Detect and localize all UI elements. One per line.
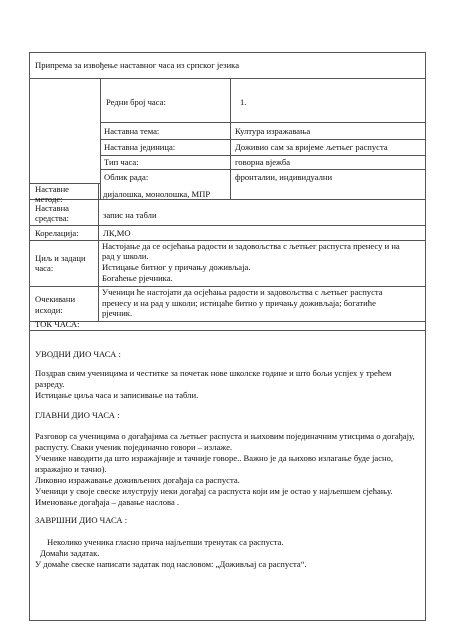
topic-label: Наставна тема: [104, 126, 160, 136]
paragraph: Неколико ученика гласно прича најљепши тренутак са распуста. [47, 537, 284, 547]
paragraph: Ликовно изражавање доживљених догађаја са распуста. [35, 475, 240, 485]
methods-label-line2: методе: [35, 194, 63, 204]
means-label-line1: Наставна [35, 203, 69, 213]
correlation-label: Корелација: [35, 228, 79, 238]
lesson-plan-page [29, 52, 426, 621]
document-title: Припрема за извођење наставног часа из српског језика [35, 60, 240, 70]
divider [100, 122, 425, 123]
outcomes-line: рјечник. [102, 308, 133, 318]
form-value: фронталии, индивидуални [235, 172, 333, 182]
final-heading: ЗАВРШНИ ДИО ЧАСА : [35, 515, 128, 525]
lesson-number-value: 1. [240, 97, 247, 107]
paragraph: Поздрав свим ученицима и честитке за почетак нове школске године и што бољи успјех у трећем разреду. [35, 368, 392, 389]
flow-label: ТОК ЧАСА: [35, 319, 80, 329]
paragraph: Истицање циља часа и записивање на табли. [35, 390, 199, 400]
goals-label-line2: часа: [35, 263, 54, 273]
divider [100, 155, 425, 156]
type-label: Тип часа: [104, 157, 139, 167]
intro-heading: УВОДНИ ДИО ЧАСА : [35, 349, 121, 359]
goals-line: Настојање да се осјећања радости и задовољства с љетњег распуста пренесу и на [102, 241, 400, 251]
goals-line: Истицање битног у причању доживљаја. [102, 262, 251, 272]
form-label: Облик рада: [104, 172, 149, 182]
correlation-value: ЛК,МО [103, 228, 131, 238]
paragraph: Ученике наводити да што изражајније и тачније говоре.. Важно је да њихово излагање буде јасно, изражајно и тачно). [35, 453, 394, 474]
divider [30, 330, 425, 331]
outcomes-line: пренесу и на рад у школи; истицаће битно у причању доживљаја; богатиће [102, 298, 376, 308]
divider [30, 199, 425, 200]
paragraph: У домаће свеске написати задатак под насловом: „Доживљај са распуста“. [35, 559, 307, 569]
divider [98, 183, 99, 321]
unit-value: Доживио сам за вријеме љетњег распуста [235, 142, 388, 152]
type-value: говорна вјежба [235, 157, 291, 167]
outcomes-label-line1: Очекивани [35, 294, 76, 304]
main-section [35, 431, 421, 508]
intro-section [35, 368, 421, 401]
goals-line: рад у школи. [102, 251, 149, 261]
unit-label: Наставна јединица: [104, 142, 176, 152]
topic-value: Култура изражавања [235, 126, 311, 136]
outcomes-line: Ученици ће настојати да осјећања радости и задовољства с љетњег распуста [102, 287, 383, 297]
divider [30, 225, 425, 226]
means-value: запис на табли [103, 210, 157, 220]
divider [100, 169, 425, 170]
paragraph: Разговор са ученицима о догађајима са љетњег распуста и њиховим појединачним утисцима о догађају, распусту. Сваки ученик појединачно говори – излаже. [35, 431, 415, 452]
goals-label-line1: Циљ и задаци [35, 253, 86, 263]
methods-label-line1: Наставне [35, 184, 69, 194]
divider [100, 139, 425, 140]
divider [30, 78, 425, 79]
paragraph: Ученици у своје свеске илуструју неки догађај са распуста који им је остао у најљепшем сјећању. Именовање догађаја – давање наслова . [35, 486, 393, 507]
paragraph: Домаћи задатак. [40, 548, 100, 558]
main-heading: ГЛАВНИ ДИО ЧАСА : [35, 410, 120, 420]
divider [30, 321, 425, 322]
means-label-line2: средства: [35, 213, 69, 223]
outcomes-label-line2: исходи: [35, 305, 63, 315]
final-section [35, 537, 421, 570]
lesson-number-label: Редни број часа: [106, 97, 166, 107]
methods-value: дијалошка, монолошка, МПР [103, 189, 211, 199]
goals-line: Богаћење рјечника. [102, 273, 173, 283]
